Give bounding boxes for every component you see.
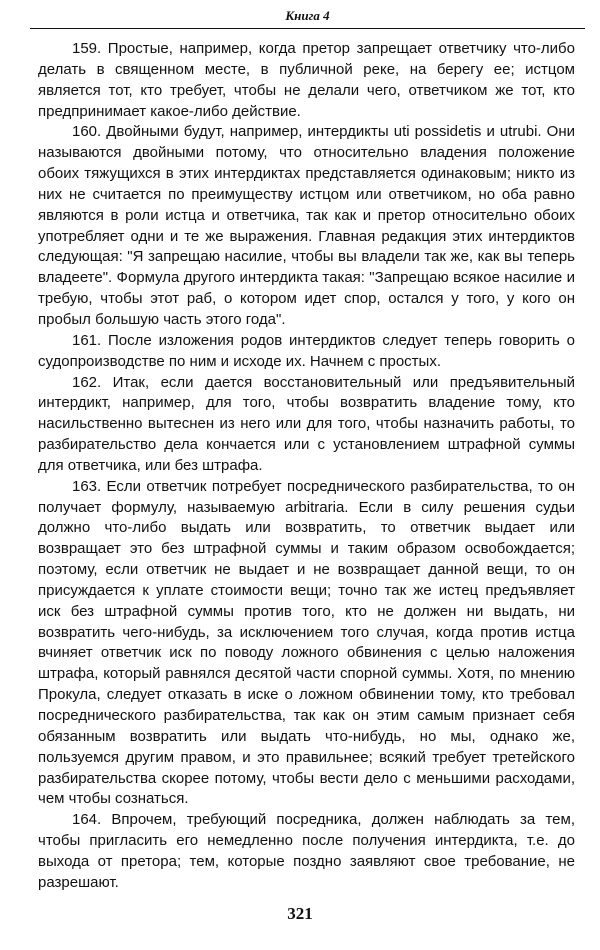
body-text xyxy=(38,39,575,894)
paragraph-159: 159. Простые, например, когда претор запрещает ответчику что-либо делать в священном месте, в публичной реке, на берегу ее; истцом является тот, кто требует, чтобы не делали чего, ответчиком же тот, кто предпринимает какое-либо действие. xyxy=(38,40,575,120)
paragraph-163: 163. Если ответчик потребует посреднического разбирательства, то он получает формулу, называемую arbitraria. Если в силу решения судьи должно что-либо выдать или возвратить, то ответчик выдает или возвращает это без штрафной суммы и таким образом освобождается; поэтому, если ответчик не выдает и не возвращает данной вещи, то он присуждается к уплате стоимости вещи; точно так же истец предъявляет иск без штрафной суммы против того, кто не должен ни выдать, ни возвратить чего-нибудь, за исключением того случая, когда против истца вчиняет ответчик иск по поводу ложного обвинения с целью наложения штрафа, который равнялся десятой части спорной суммы. Хотя, по мнению Прокула, следует отказать в иске о ложном обвинении тому, кто требовал посреднического разбирательства, так как он этим самым признает себя обязанным возвратить или выдать что-нибудь, но мы, однако же, пользуемся другим правом, и это правильнее; всякий требует третейского разбирательства скорее потому, чтобы вести дело с меньшими расходами, чем чтобы сознаться. xyxy=(38,477,575,808)
running-header-title: Книга 4 xyxy=(285,8,330,23)
paragraph-161: 161. После изложения родов интердиктов следует теперь говорить о судопроизводстве по ним и исходе их. Начнем с простых. xyxy=(38,331,575,370)
paragraph-164: 164. Впрочем, требующий посредника, должен наблюдать за тем, чтобы пригласить его немедленно после получения интердикта, т.е. до выхода от претора; тем, которые поздно заявляют свое требование, не разрешают. xyxy=(38,811,575,891)
page-number: 321 xyxy=(287,904,313,923)
running-header xyxy=(30,4,585,29)
paragraph-160: 160. Двойными будут, например, интердикты uti possidetis и utrubi. Они называются двойными потому, что относительно владения положение обоих тяжущихся в этих интердиктах представляется одинаковым; никто из них не считается по преимуществу истцом или ответчиком, но оба равно являются в роли истца и ответчика, так как и претор относительно обоих употребляет одни и те же выражения. Главная редакция этих интердиктов следующая: "Я запрещаю насилие, чтобы вы владели так же, как вы теперь владеете". Формула другого интердикта такая: "Запрещаю всякое насилие и требую, чтобы этот раб, о котором идет спор, остался у того, у кого он пробыл большую часть этого года". xyxy=(38,123,575,328)
paragraph-162: 162. Итак, если дается восстановительный или предъявительный интердикт, например, для того, чтобы возвратить владение тому, кто насильственно вытеснен из него или для того, чтобы назначить работы, то разбирательство дела кончается или с установлением штрафной суммы для ответчика, или без штрафа. xyxy=(38,373,575,474)
